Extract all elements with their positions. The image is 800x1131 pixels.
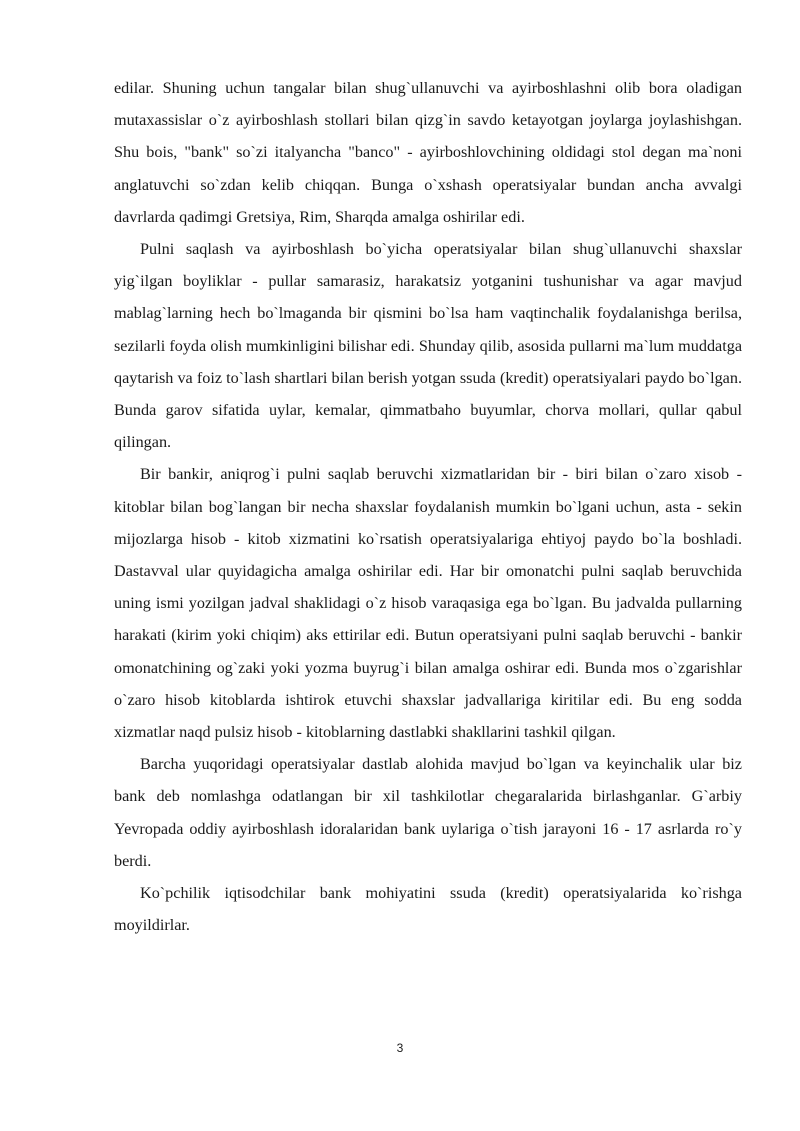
page-number: 3 (396, 1041, 404, 1055)
paragraph-5: Ko`pchilik iqtisodchilar bank mohiyatini ssuda (kredit) operatsiyalarida ko`rishga moyildirlar. (114, 884, 742, 935)
paragraph-2: Pulni saqlash va ayirboshlash bo`yicha operatsiyalar bilan shug`ullanuvchi shaxslar yig`ilgan boyliklar - pullar samarasiz, harakatsiz yotganini tushunishar va agar mavjud mablag`larning hech bo`lmaganda bir qismini bo`lsa ham vaqtinchalik foydalanishga berilsa, sezilarli foyda olish mumkinligini bilishar edi. Shunday qilib, asosida pullarni ma`lum muddatga qaytarish va foiz to`lash shartlari bilan berish yotgan ssuda (kredit) operatsiyalari paydo bo`lgan. Bunda garov sifatida uylar, kemalar, qimmatbaho buyumlar, chorva mollari, qullar qabul qilingan. (114, 240, 742, 452)
document-body (114, 72, 742, 941)
paragraph-4: Barcha yuqoridagi operatsiyalar dastlab alohida mavjud bo`lgan va keyinchalik ular biz bank deb nomlashga odatlangan bir xil tashkilotlar chegaralarida birlashganlar. G`arbiy Yevropada oddiy ayirboshlash idoralaridan bank uylariga o`tish jarayoni 16 - 17 asrlarda ro`y berdi. (114, 755, 742, 870)
paragraph-3: Bir bankir, aniqrog`i pulni saqlab beruvchi xizmatlaridan bir - biri bilan o`zaro xisob - kitoblar bilan bog`langan bir necha shaxslar foydalanish mumkin bo`lgani uchun, asta - sekin mijozlarga hisob - kitob xizmatini ko`rsatish operatsiyalariga ehtiyoj paydo bo`la boshladi. Dastavval ular quyidagicha amalga oshirilar edi. Har bir omonatchi pulni saqlab beruvchida uning ismi yozilgan jadval shaklidagi o`z hisob varaqasiga ega bo`lgan. Bu jadvalda pullarning harakati (kirim yoki chiqim) aks ettirilar edi. Butun operatsiyani pulni saqlab beruvchi - bankir omonatchining og`zaki yoki yozma buyrug`i bilan amalga oshirar edi. Bunda mos o`zgarishlar o`zaro hisob kitoblarda ishtirok etuvchi shaxslar jadvallariga kiritilar edi. Bu eng sodda xizmatlar naqd pulsiz hisob - kitoblarning dastlabki shakllarini tashkil qilgan. (114, 465, 742, 742)
paragraph-1: edilar. Shuning uchun tangalar bilan shug`ullanuvchi va ayirboshlashni olib bora oladigan mutaxassislar o`z ayirboshlash stollari bilan qizg`in savdo ketayotgan joylarga joylashishgan. Shu bois, "bank" so`zi italyancha "banco" - ayirboshlovchining oldidagi stol degan ma`noni anglatuvchi so`zdan kelib chiqqan. Bunga o`xshash operatsiyalar bundan ancha avvalgi davrlarda qadimgi Gretsiya, Rim, Sharqda amalga oshirilar edi. (114, 79, 742, 226)
